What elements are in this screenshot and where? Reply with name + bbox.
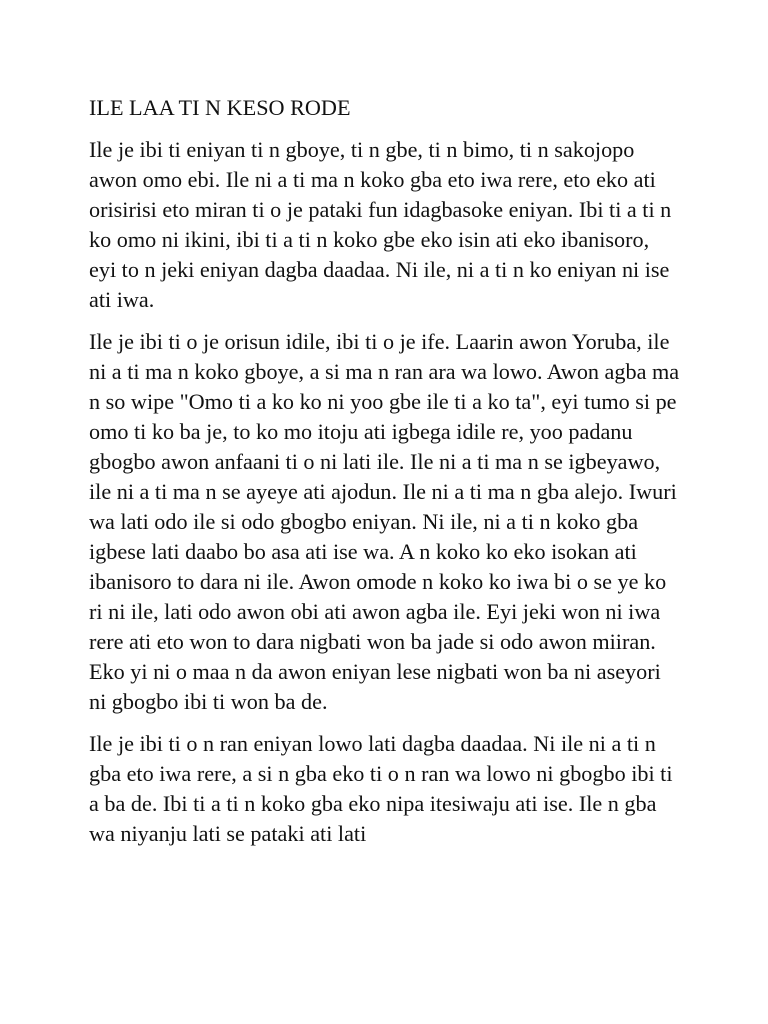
document-body [89, 93, 681, 861]
document-title: ILE LAA TI N KESO RODE [89, 95, 351, 120]
paragraph-3: Ile je ibi ti o n ran eniyan lowo lati dagba daadaa. Ni ile ni a ti n gba eto iwa rere, a si n gba eko ti o n ran wa lowo ni gbogbo ibi ti a ba de. Ibi ti a ti n koko gba eko nipa itesiwaju ati ise. Ile n gba wa niyanju lati se pataki ati lati [89, 731, 673, 846]
paragraph-2: Ile je ibi ti o je orisun idile, ibi ti o je ife. Laarin awon Yoruba, ile ni a ti ma n koko gboye, a si ma n ran ara wa lowo. Awon agba ma n so wipe "Omo ti a ko ko ni yoo gbe ile ti a ko ta", eyi tumo si pe omo ti ko ba je, to ko mo itoju ati igbega idile re, yoo padanu gbogbo awon anfaani ti o ni lati ile. Ile ni a ti ma n se igbeyawo, ile ni a ti ma n se ayeye ati ajodun. Ile ni a ti ma n gba alejo. Iwuri wa lati odo ile si odo gbogbo eniyan. Ni ile, ni a ti n koko gba igbese lati daabo bo asa ati ise wa. A n koko ko eko isokan ati ibanisoro to dara ni ile. Awon omode n koko ko iwa bi o se ye ko ri ni ile, lati odo awon obi ati awon agba ile. Eyi jeki won ni iwa rere ati eto won to dara nigbati won ba jade si odo awon miiran. Eko yi ni o maa n da awon eniyan lese nigbati won ba ni aseyori ni gbogbo ibi ti won ba de. [89, 329, 680, 714]
paragraph-1: Ile je ibi ti eniyan ti n gboye, ti n gbe, ti n bimo, ti n sakojopo awon omo ebi. Ile ni a ti ma n koko gba eto iwa rere, eto eko ati orisirisi eto miran ti o je pataki fun idagbasoke eniyan. Ibi ti a ti n ko omo ni ikini, ibi ti a ti n koko gbe eko isin ati eko ibanisoro, eyi to n jeki eniyan dagba daadaa. Ni ile, ni a ti n ko eniyan ni ise ati iwa. [89, 137, 672, 312]
